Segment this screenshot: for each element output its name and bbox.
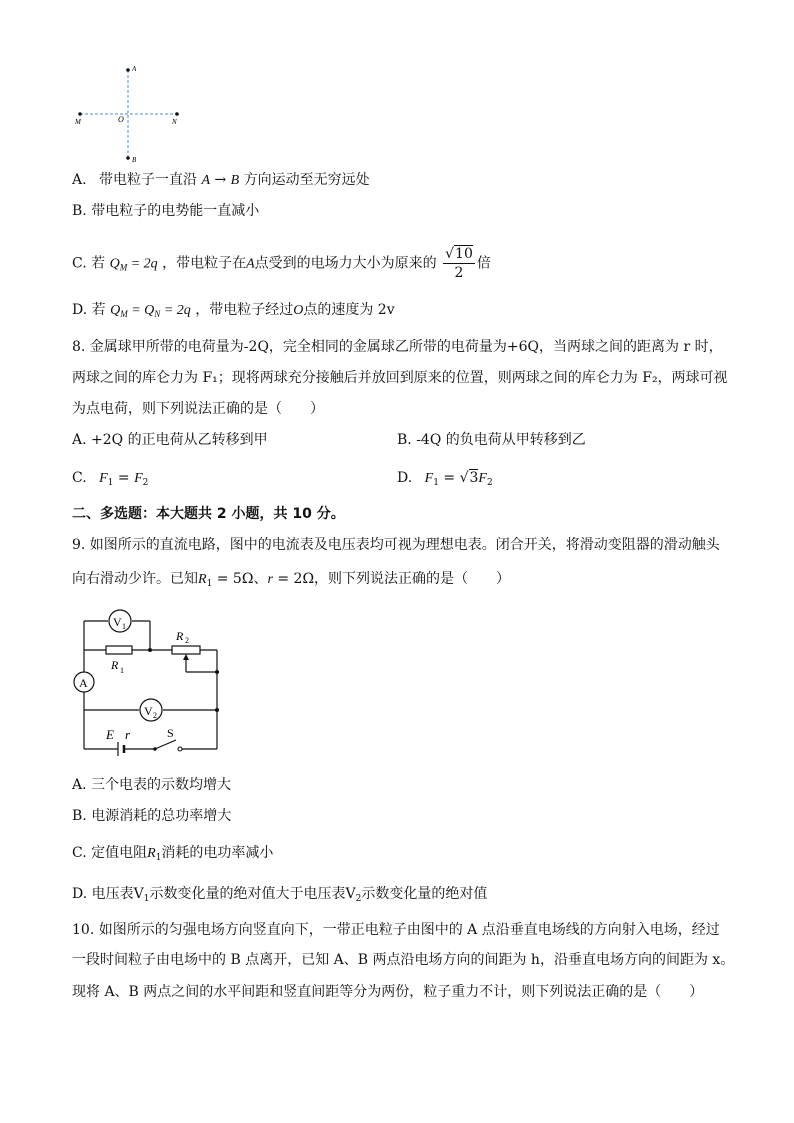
- label-n: N: [172, 118, 177, 126]
- q7-option-c: [72, 245, 491, 282]
- q7-option-b: B. 带电粒子的电势能一直减小: [72, 203, 260, 219]
- symbol-a: A: [201, 173, 211, 188]
- sqrt-sign: √: [445, 246, 455, 262]
- svg-text:2: 2: [185, 636, 189, 645]
- q7-option-a: [72, 170, 370, 191]
- q8-option-a: A. +2Q 的正电荷从乙转移到甲: [72, 432, 268, 448]
- q10-stem-line3: 现将 A、B 两点之间的水平间距和竖直间距等分为两份，粒子重力不计，则下列说法正确的是（ ）: [72, 984, 704, 1000]
- symbol-q: Q: [110, 303, 121, 318]
- symbol-a: A: [246, 256, 255, 272]
- section-title: 二、多选题：本大题共 2 小题，共 10 分。: [72, 506, 345, 522]
- svg-text:V: V: [144, 704, 153, 718]
- svg-text:1: 1: [122, 622, 126, 631]
- equation: = 2q: [160, 303, 191, 318]
- equation: = 2q: [127, 256, 158, 272]
- resistor-r1: [106, 646, 132, 675]
- option-label: C.: [72, 470, 87, 486]
- option-text: C. 定值电阻: [72, 845, 148, 861]
- fraction-numerator: 10: [455, 246, 473, 262]
- option-label: A.: [72, 172, 87, 188]
- q8-stem-line3: 为点电荷，则下列说法正确的是（ ）: [72, 401, 324, 417]
- symbol-v1: V: [133, 886, 144, 902]
- svg-text:R: R: [176, 629, 184, 643]
- svg-text:r: r: [125, 727, 131, 742]
- label-o: O: [118, 115, 124, 124]
- equation: =: [127, 303, 145, 318]
- symbol-v2: V: [345, 886, 356, 902]
- fraction: [443, 245, 475, 282]
- q10-stem-line2: 一段时间粒子由电场中的 B 点离开，已知 A、B 两点沿电场方向的间距为 h，沿垂直电场方向的间距为 x。: [72, 952, 735, 968]
- equals-sign: =: [438, 470, 460, 486]
- q8-option-d: D. $F_1 = √3F_2$: [397, 470, 493, 488]
- option-text: 示数变化量的绝对值: [361, 886, 488, 902]
- q8-stem-line2: 两球之间的库仑力为 F₁；现将两球充分接触后并放回到原来的位置，则两球之间的库仑力为 F₂，两球可视: [72, 370, 728, 386]
- subscript: M: [119, 262, 128, 273]
- q10-stem-line1: 10. 如图所示的匀强电场方向竖直向下，一带正电粒子由图中的 A 点沿垂直电场线的方向射入电场，经过: [72, 922, 720, 938]
- option-label: D. 若: [72, 302, 106, 318]
- ammeter: [74, 672, 94, 692]
- symbol-r1: R: [198, 572, 207, 587]
- svg-text:S: S: [167, 726, 174, 740]
- svg-text:V: V: [113, 615, 122, 629]
- q9-stem-line1: 9. 如图所示的直流电路，图中的电流表及电压表均可视为理想电表。闭合开关，将滑动变阻器的滑动触头: [72, 537, 720, 553]
- q9-option-a: A. 三个电表的示数均增大: [72, 777, 232, 793]
- symbol-q: Q: [109, 256, 120, 272]
- svg-text:A: A: [79, 676, 88, 690]
- subscript: N: [154, 309, 161, 319]
- battery: [105, 727, 131, 756]
- label-m: M: [75, 118, 81, 126]
- symbol-o: O: [293, 303, 304, 318]
- subscript: M: [120, 309, 128, 319]
- svg-text:E: E: [106, 727, 114, 742]
- radicand: 3: [469, 470, 479, 486]
- option-label: C. 若: [72, 255, 106, 272]
- voltmeter-v1: [109, 610, 131, 632]
- stem-text: 向右滑动少许。已知: [72, 571, 198, 587]
- option-text: ，带电粒子在: [162, 255, 247, 272]
- switch: [153, 726, 182, 751]
- q9-option-c: C. 定值电阻$R_1$消耗的电功率减小: [72, 845, 274, 863]
- symbol-f: F: [134, 471, 143, 486]
- option-text: 消耗的电功率减小: [161, 845, 274, 861]
- symbol-r1: R: [147, 846, 156, 861]
- label-a: A: [132, 65, 137, 73]
- q9-option-d: D. 电压表$V_1$示数变化量的绝对值大于电压表$V_2$示数变化量的绝对值: [72, 886, 488, 904]
- option-text: 点受到的电场力大小为原来的: [254, 255, 437, 272]
- point-m: [78, 112, 82, 116]
- q7-option-d: [72, 300, 395, 324]
- option-text-tail: 方向运动至无穷远处: [243, 172, 370, 188]
- fraction-denominator: 2: [454, 265, 464, 281]
- option-text-tail: 倍: [476, 255, 491, 272]
- symbol-f: F: [478, 471, 487, 486]
- option-text: 带电粒子一直沿: [99, 172, 198, 188]
- charge-diagram: [60, 58, 200, 170]
- svg-text:2: 2: [153, 711, 157, 720]
- q8-option-c: C. $F_1 = F_2$: [72, 470, 149, 488]
- symbol-b: B: [230, 173, 240, 188]
- svg-text:R: R: [111, 658, 119, 672]
- option-label: D.: [397, 470, 413, 486]
- symbol-f: F: [99, 471, 108, 486]
- stem-text: = 2Ω，则下列说法正确的是（ ）: [272, 571, 511, 587]
- rheostat-r2: [172, 629, 200, 660]
- point-b: [126, 156, 130, 160]
- equals-sign: =: [113, 470, 135, 486]
- svg-text:1: 1: [120, 666, 124, 675]
- arrow-symbol: →: [214, 172, 227, 188]
- stem-text: = 5Ω、: [212, 571, 268, 587]
- voltmeter-v2: [140, 699, 162, 721]
- q9-stem-line2: 向右滑动少许。已知$R_1 = 5\Omega$、r = 2Ω，则下列说法正确的是（ ）: [72, 571, 511, 589]
- q8-stem-line1: 8. 金属球甲所带的电荷量为-2Q，完全相同的金属球乙所带的电荷量为+6Q，当两球之间的距离为 r 时，: [72, 339, 723, 355]
- q8-option-b: B. -4Q 的负电荷从甲转移到乙: [397, 432, 586, 448]
- option-text: D. 电压表: [72, 886, 134, 902]
- q9-option-b: B. 电源消耗的总功率增大: [72, 808, 232, 824]
- symbol-q: Q: [144, 303, 155, 318]
- option-text: 示数变化量的绝对值大于电压表: [149, 886, 346, 902]
- sqrt-sign: √: [459, 470, 469, 486]
- option-text-tail: 点的速度为 2v: [303, 302, 395, 318]
- point-a: [126, 68, 130, 72]
- symbol-r: r: [267, 572, 273, 587]
- label-b: B: [132, 156, 137, 164]
- symbol-f: F: [424, 471, 434, 486]
- option-text: ，带电粒子经过: [195, 302, 294, 318]
- point-n: [175, 112, 179, 116]
- circuit-diagram: [68, 602, 228, 758]
